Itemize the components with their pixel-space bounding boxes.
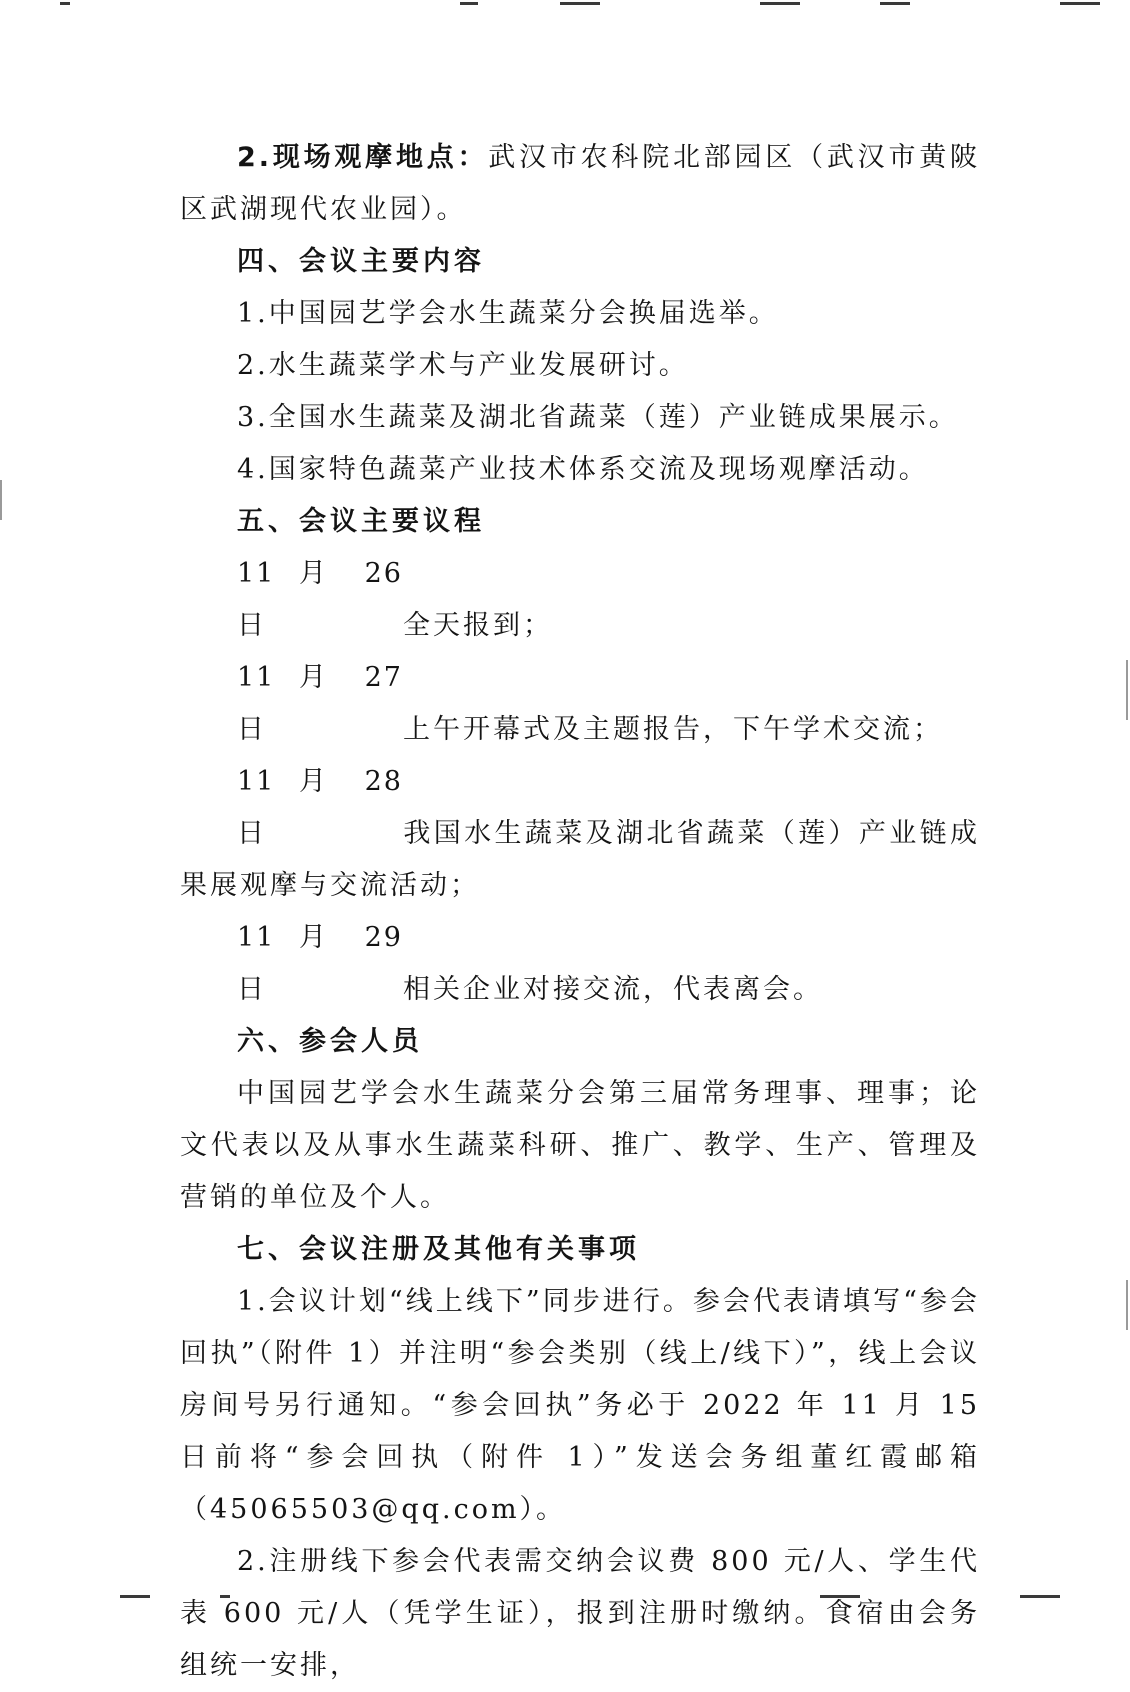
content-item-3: 3.全国水生蔬菜及湖北省蔬菜（莲）产业链成果展示。 bbox=[237, 402, 959, 433]
section-heading-attendees: 六、参会人员 bbox=[237, 1026, 423, 1057]
scan-mark bbox=[1060, 2, 1100, 5]
scan-mark bbox=[1020, 1595, 1060, 1598]
scan-mark bbox=[880, 2, 910, 5]
agenda-date: 11 月 29 日 bbox=[237, 922, 403, 1005]
agenda-item-nov-26 bbox=[180, 548, 980, 652]
site-visit-label: 2.现场观摩地点： bbox=[237, 142, 489, 173]
agenda-date: 11 月 27 日 bbox=[237, 662, 403, 745]
agenda-text: 相关企业对接交流，代表离会。 bbox=[403, 974, 823, 1005]
agenda-item-nov-28 bbox=[180, 756, 980, 912]
scan-edge-right bbox=[1126, 1280, 1128, 1330]
scan-edge-top bbox=[0, 0, 1130, 8]
agenda-text: 上午开幕式及主题报告，下午学术交流； bbox=[403, 714, 943, 745]
agenda-date: 11 月 26 日 bbox=[237, 558, 403, 641]
agenda-text: 全天报到； bbox=[403, 610, 553, 641]
site-visit-text: 武汉市农科院北部园区（武汉市黄陂区武湖现代农业园）。 bbox=[180, 142, 981, 225]
content-item-1: 1.中国园艺学会水生蔬菜分会换届选举。 bbox=[237, 298, 779, 329]
agenda-text: 我国水生蔬菜及湖北省蔬菜（莲）产业链成果展观摩与交流活动； bbox=[180, 818, 980, 901]
scan-mark bbox=[560, 2, 600, 5]
scan-mark bbox=[220, 1595, 230, 1598]
scan-edge-left bbox=[0, 480, 2, 520]
scan-mark bbox=[60, 2, 70, 5]
scan-mark bbox=[460, 2, 478, 5]
paragraph-registration-2: 2.注册线下参会代表需交纳会议费 800 元/人、学生代表 600 元/人（凭学生证），报到注册时缴纳。食宿由会务组统一安排， bbox=[180, 1546, 980, 1681]
section-heading-registration: 七、会议注册及其他有关事项 bbox=[237, 1234, 640, 1265]
content-item-4: 4.国家特色蔬菜产业技术体系交流及现场观摩活动。 bbox=[237, 454, 929, 485]
agenda-date: 11 月 28 日 bbox=[237, 766, 403, 849]
scan-mark bbox=[760, 2, 800, 5]
scan-edge-right bbox=[1126, 660, 1128, 720]
paragraph-site-visit bbox=[180, 132, 980, 236]
scan-mark bbox=[120, 1595, 150, 1598]
section-heading-main-content: 四、会议主要内容 bbox=[237, 246, 485, 277]
section-heading-agenda: 五、会议主要议程 bbox=[237, 506, 485, 537]
paragraph-attendees: 中国园艺学会水生蔬菜分会第三届常务理事、理事；论文代表以及从事水生蔬菜科研、推广、教学、生产、管理及营销的单位及个人。 bbox=[180, 1078, 980, 1213]
scan-edge-bottom bbox=[0, 1592, 1130, 1600]
document-body bbox=[180, 132, 980, 1692]
agenda-item-nov-29 bbox=[180, 912, 980, 1016]
scan-mark bbox=[820, 1595, 860, 1598]
content-item-2: 2.水生蔬菜学术与产业发展研讨。 bbox=[237, 350, 689, 381]
agenda-item-nov-27 bbox=[180, 652, 980, 756]
paragraph-registration-1: 1.会议计划“线上线下”同步进行。参会代表请填写“参会回执”（附件 1）并注明“参会类别（线上/线下）”，线上会议房间号另行通知。“参会回执”务必于 2022 年 11 月 15 日前将“参会回执（附件 1）”发送会务组董红霞邮箱（45065503@qq.com）。 bbox=[180, 1286, 980, 1525]
